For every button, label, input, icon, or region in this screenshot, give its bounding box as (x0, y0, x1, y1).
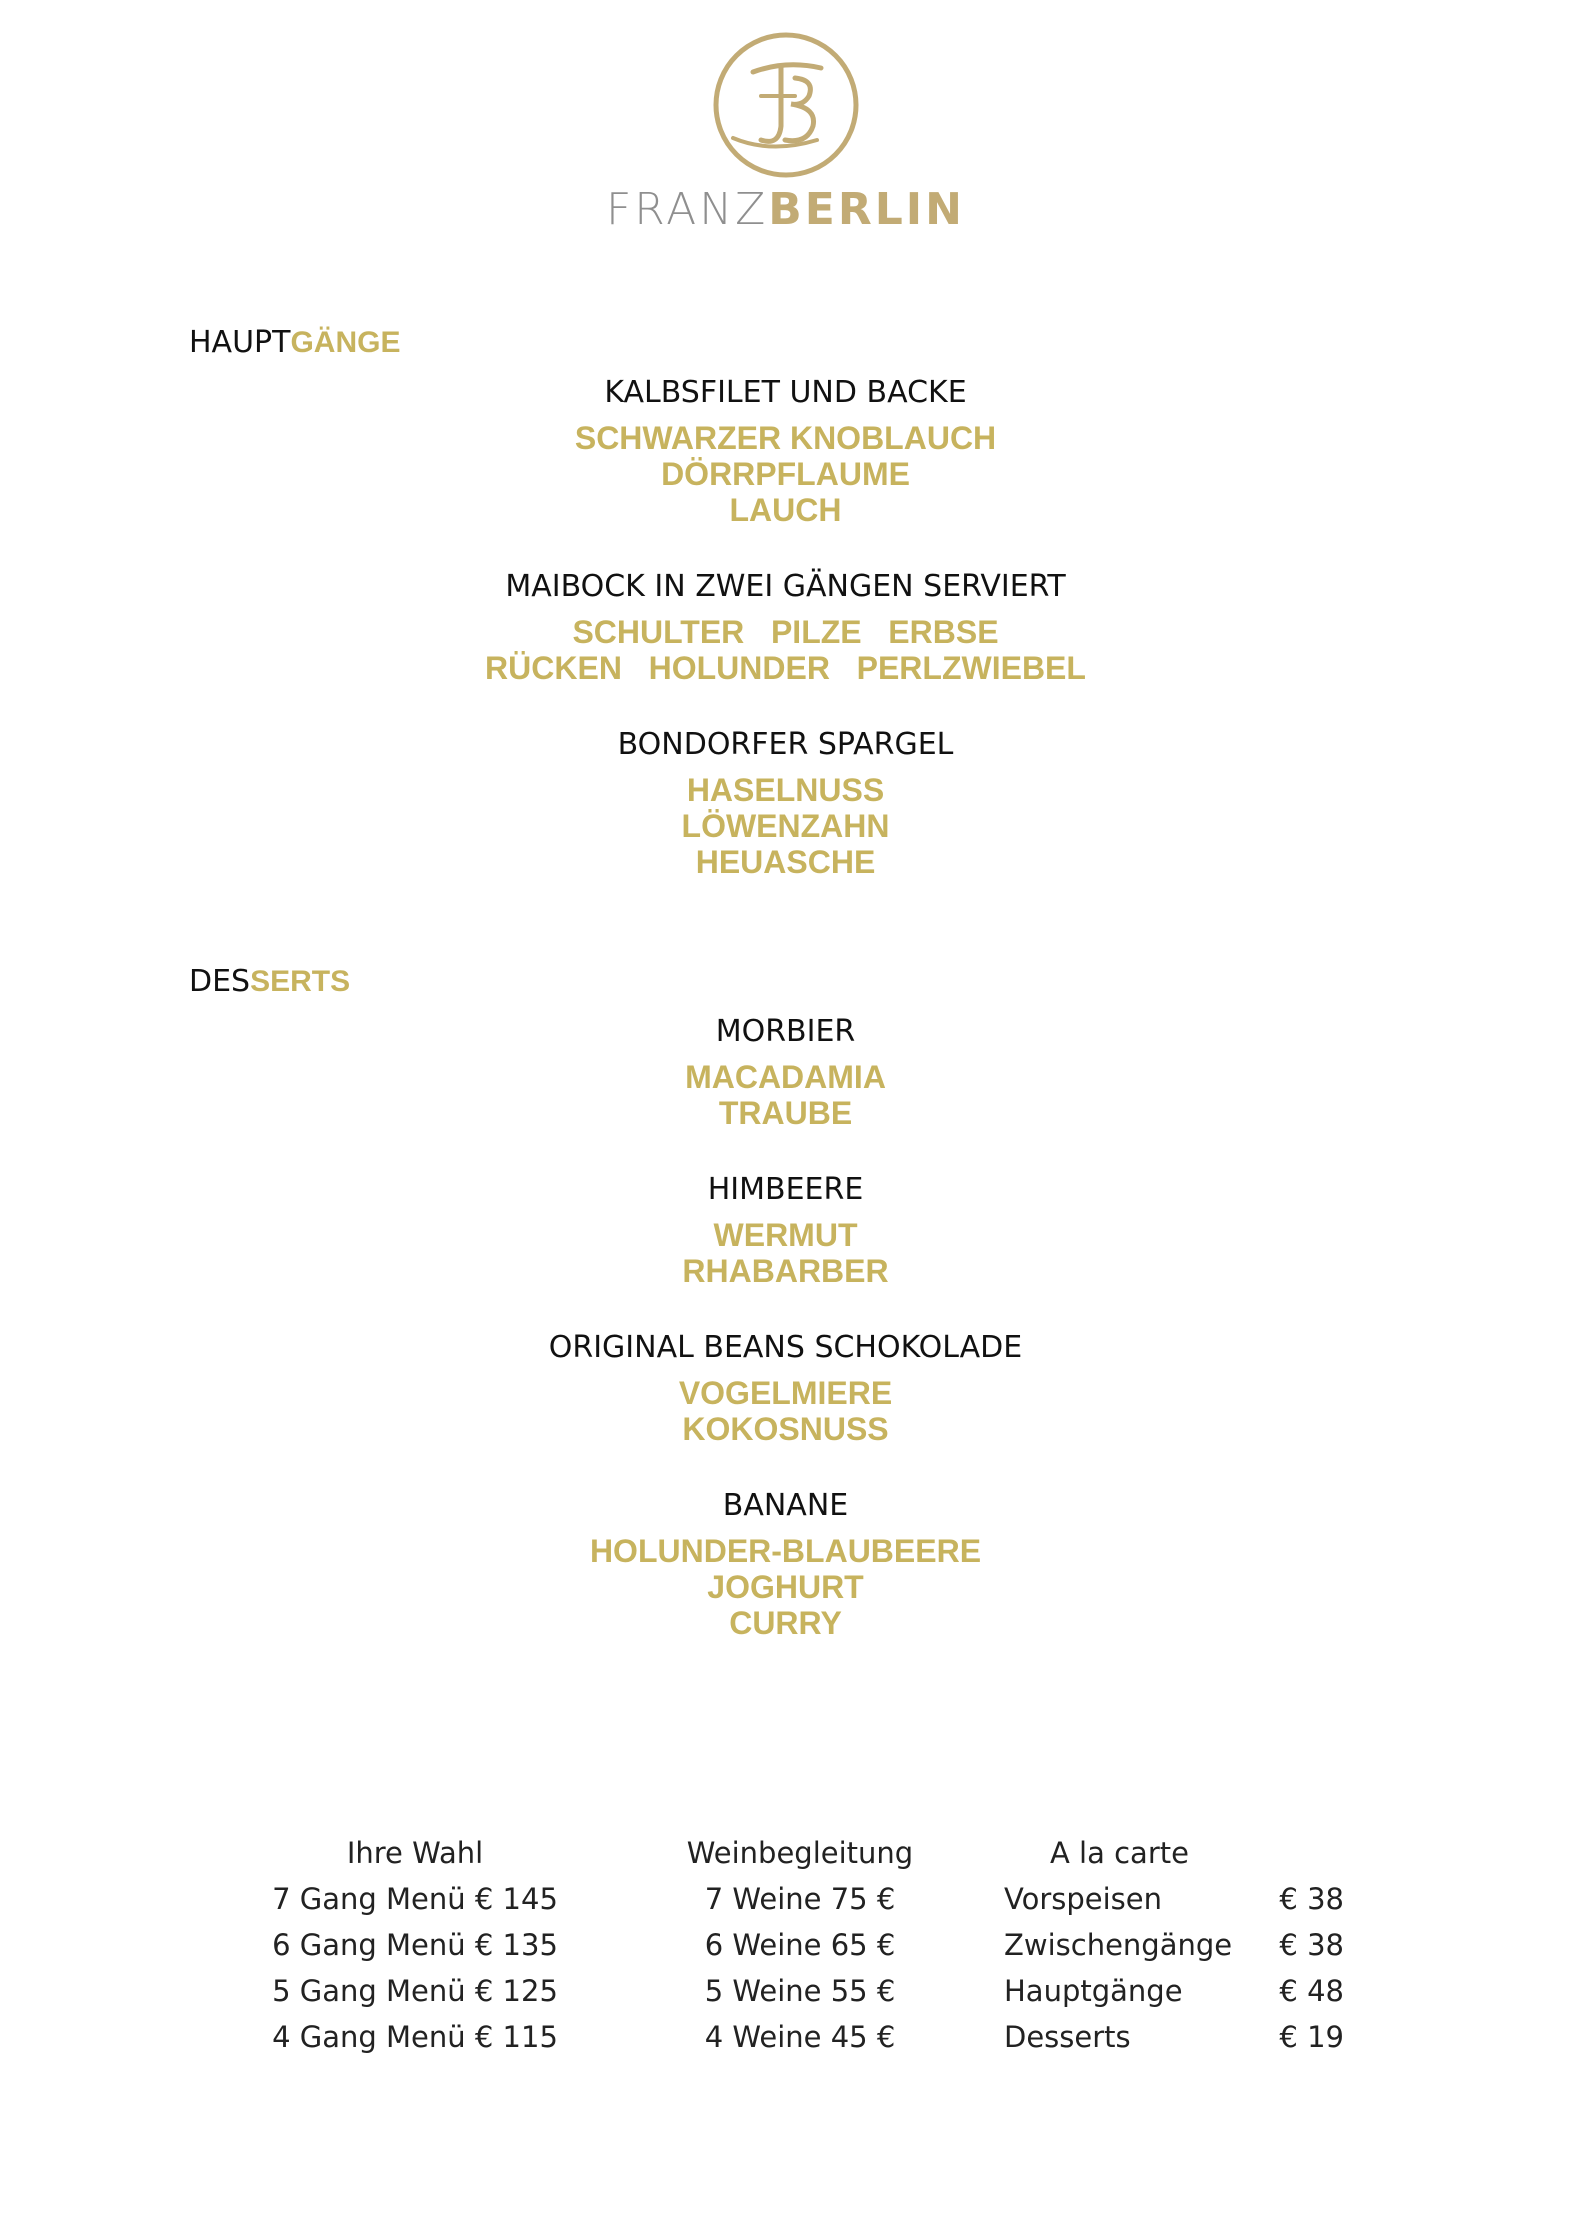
section-title-desserts (189, 964, 351, 999)
dish-component: LÖWENZAHN (681, 808, 890, 844)
brand-name-light: FRANZ (606, 184, 769, 235)
dish-name: BONDORFER SPARGEL (617, 727, 954, 762)
dish-name: KALBSFILET UND BACKE (604, 375, 967, 410)
dish-component: SCHWARZER KNOBLAUCH (574, 420, 997, 456)
pricing-wine-row: 5 Weine 55 € (704, 1974, 896, 2008)
dish-name: MAIBOCK IN ZWEI GÄNGEN SERVIERT (505, 569, 1066, 604)
main-dishes (0, 375, 1571, 924)
dish-component: CURRY (729, 1605, 842, 1641)
pricing-carte-row (1004, 1930, 1344, 1976)
section-title-main (189, 325, 401, 360)
dish-component: HEUASCHE (695, 844, 876, 880)
carte-label: Vorspeisen (1004, 1882, 1162, 1916)
pricing-wine-row: 4 Weine 45 € (704, 2020, 896, 2054)
brand-wordmark (0, 184, 1571, 235)
dish-component: TRAUBE (718, 1095, 853, 1131)
dish (0, 1488, 1571, 1641)
pricing-menu-row: 5 Gang Menü € 125 (272, 1974, 558, 2008)
pricing-wine-row: 6 Weine 65 € (704, 1928, 896, 1962)
carte-price: € 38 (1279, 1882, 1344, 1916)
dish-component: LAUCH (729, 492, 842, 528)
pricing-wine-column (660, 1838, 940, 2068)
pricing-carte-column (1004, 1838, 1344, 2068)
dish (0, 569, 1571, 686)
carte-label: Zwischengänge (1004, 1928, 1233, 1962)
pricing-wine-heading: Weinbegleitung (686, 1836, 914, 1870)
pricing-carte-row (1004, 1884, 1344, 1930)
pricing-wine-row: 7 Weine 75 € (704, 1882, 896, 1916)
dish-name: MORBIER (715, 1014, 856, 1049)
dish-component: WERMUT (713, 1217, 858, 1253)
carte-price: € 19 (1279, 2020, 1344, 2054)
dish-component: RÜCKEN HOLUNDER PERLZWIEBEL (485, 650, 1086, 686)
brand-name-bold: BERLIN (768, 184, 965, 235)
dish-component: HASELNUSS (686, 772, 885, 808)
dish-component: HOLUNDER-BLAUBEERE (589, 1533, 982, 1569)
dish-component: MACADAMIA (685, 1059, 886, 1095)
pricing-carte-row (1004, 2022, 1344, 2068)
dish-component: KOKOSNUSS (682, 1411, 889, 1447)
dish-component: SCHULTER PILZE ERBSE (572, 614, 999, 650)
section-title-main-plain: HAUPT (189, 325, 291, 360)
section-title-main-accent: GÄNGE (290, 326, 401, 359)
dish-name: BANANE (722, 1488, 849, 1523)
carte-label: Desserts (1004, 2020, 1131, 2054)
dish (0, 1014, 1571, 1131)
fb-monogram-icon (711, 30, 861, 180)
carte-price: € 38 (1279, 1928, 1344, 1962)
carte-price: € 48 (1279, 1974, 1344, 2008)
section-title-desserts-accent: SERTS (250, 965, 351, 998)
dish-component: VOGELMIERE (678, 1375, 893, 1411)
section-title-desserts-plain: DES (189, 964, 251, 999)
dish-name: HIMBEERE (707, 1172, 864, 1207)
pricing-menu-column (240, 1838, 590, 2068)
pricing-menu-row: 6 Gang Menü € 135 (272, 1928, 558, 1962)
pricing-menu-row: 4 Gang Menü € 115 (272, 2020, 558, 2054)
dish-name: ORIGINAL BEANS SCHOKOLADE (548, 1330, 1023, 1365)
pricing-menu-heading: Ihre Wahl (346, 1836, 484, 1870)
pricing-menu-row: 7 Gang Menü € 145 (272, 1882, 558, 1916)
pricing-carte-heading: A la carte (1050, 1836, 1189, 1870)
dish-component: RHABARBER (682, 1253, 889, 1289)
carte-label: Hauptgänge (1004, 1974, 1183, 2008)
dish (0, 1330, 1571, 1447)
pricing-carte-row (1004, 1976, 1344, 2022)
dessert-dishes (0, 1014, 1571, 1685)
dish (0, 375, 1571, 528)
dish-component: JOGHURT (707, 1569, 864, 1605)
logo (0, 30, 1571, 235)
dish (0, 1172, 1571, 1289)
dish-component: DÖRRPFLAUME (661, 456, 910, 492)
dish (0, 727, 1571, 880)
